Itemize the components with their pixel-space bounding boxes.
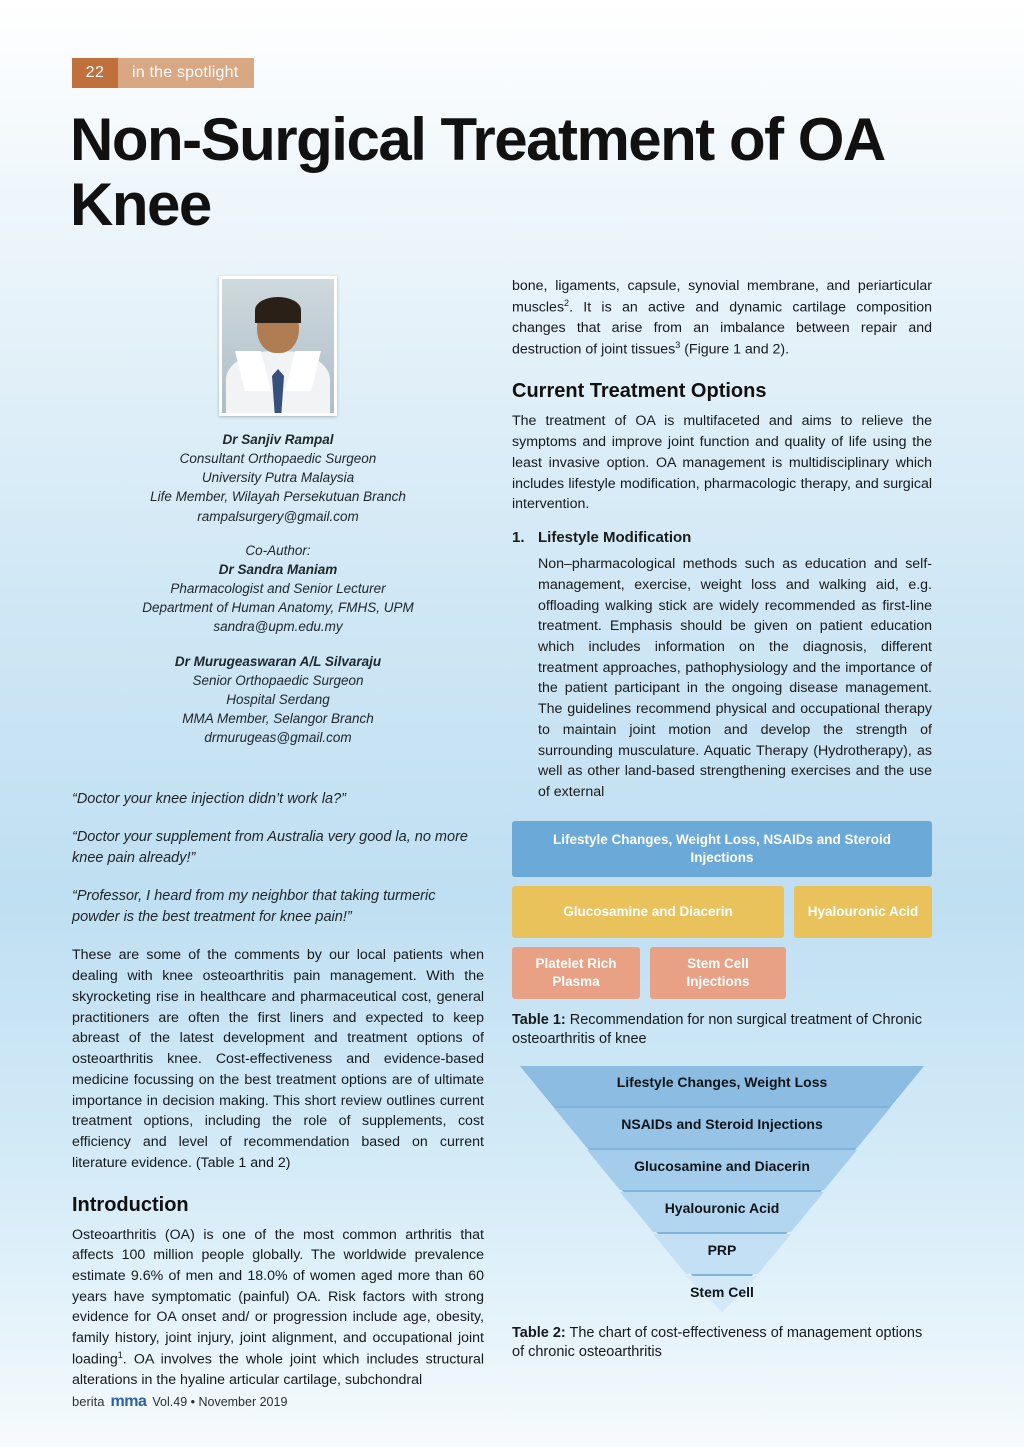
table-2-caption bbox=[512, 1324, 932, 1363]
author-role: Consultant Orthopaedic Surgeon bbox=[179, 451, 377, 467]
author-affiliation: University Putra Malaysia bbox=[201, 470, 355, 486]
coauthor2-role: Senior Orthopaedic Surgeon bbox=[192, 672, 364, 688]
table1-block-4: Platelet Rich Plasma bbox=[512, 947, 640, 999]
list-item-title: Lifestyle Modification bbox=[538, 529, 692, 547]
introduction-paragraph-a: Osteoarthritis (OA) is one of the most common arthritis that affects 100 million people globally. The worldwide prevalence estimate 9.6% of men and 18.0% of women aged more than 60 years have symptomatic (painful) OA. Risk factors with strong evidence for OA onset and/ or progression include age, obesity, family history, joint injury, joint alignment, and occupational joint loading bbox=[72, 1226, 484, 1368]
funnel-level-4: Hyalouronic Acid bbox=[664, 1199, 780, 1216]
continued-b: . It is an active and dynamic cartilage composition changes that arise from an imbalance between repair and destruction of joint tissues bbox=[512, 299, 932, 358]
coauthor1-role: Pharmacologist and Senior Lecturer bbox=[170, 581, 386, 597]
reference-1: 1 bbox=[117, 1349, 123, 1360]
current-treatment-heading: Current Treatment Options bbox=[512, 380, 767, 403]
table1-row-2 bbox=[512, 886, 932, 938]
funnel-level-1: Lifestyle Changes, Weight Loss bbox=[616, 1073, 828, 1090]
coauthor2-name: Dr Murugeaswaran A/L Silvaraju bbox=[174, 653, 382, 669]
coauthor2-membership: MMA Member, Selangor Branch bbox=[182, 711, 374, 727]
table-2-caption-text: The chart of cost-effectiveness of management options of chronic osteoarthritis bbox=[512, 1324, 923, 1361]
coauthor1-affiliation: Department of Human Anatomy, FMHS, UPM bbox=[142, 600, 414, 616]
author-email: rampalsurgery@gmail.com bbox=[197, 508, 359, 524]
funnel-shape bbox=[512, 1064, 932, 1314]
right-column bbox=[512, 276, 932, 1363]
current-treatment-paragraph: The treatment of OA is multifaceted and aims to relieve the symptoms and improve joint function and quality of life using the least invasive option. OA management is multidisciplinary which includes lifestyle modification, pharmacologic therapy, and surgical intervention. bbox=[512, 413, 932, 513]
funnel-level-6: Stem Cell bbox=[690, 1283, 754, 1300]
author-membership: Life Member, Wilayah Persekutuan Branch bbox=[150, 489, 406, 505]
left-column bbox=[72, 276, 484, 1391]
author-photo-wrap bbox=[219, 276, 337, 416]
list-item bbox=[512, 529, 932, 546]
page-title: Non-Surgical Treatment of OA Knee bbox=[70, 106, 883, 238]
table-1-caption bbox=[512, 1011, 932, 1050]
reference-2: 2 bbox=[564, 297, 570, 308]
introduction-paragraph bbox=[72, 1225, 484, 1392]
table-1-caption-label: Table 1: bbox=[512, 1011, 566, 1028]
page-footer bbox=[72, 1393, 287, 1411]
list-item-body: Non–pharmacological methods such as education and self-management, exercise, weight loss and walking aid, e.g. offloading walking stick are widely recommended as first-line treatment. Emphasis should be given on patient education which includes information on the diagnosis, different treatment approaches, pathophysiology and the importance of the patient participant in the ongoing disease management. The guidelines recommend physical and occupational therapy to maintain joint motion and develop the strength of surrounding musculature. Aquatic Therapy (Hydrotherapy), as well as other land-based strengthening exercises and the use of external bbox=[538, 556, 932, 801]
quote-1: “Doctor your knee injection didn’t work la?” bbox=[72, 791, 347, 808]
list-item-number: 1. bbox=[512, 529, 525, 547]
table1-block-2: Glucosamine and Diacerin bbox=[512, 886, 784, 938]
funnel-level-5: PRP bbox=[707, 1241, 737, 1258]
table1-block-5: Stem Cell Injections bbox=[650, 947, 786, 999]
author-name: Dr Sanjiv Rampal bbox=[222, 432, 334, 447]
continued-c: (Figure 1 and 2). bbox=[680, 341, 790, 358]
continued-a: bone, ligaments, capsule, synovial membrane, and periarticular muscles bbox=[512, 278, 932, 316]
spotlight-bar bbox=[72, 58, 254, 88]
table-2-funnel bbox=[512, 1064, 932, 1314]
coauthor2-affiliation: Hospital Serdang bbox=[226, 691, 330, 707]
quote-2: “Doctor your supplement from Australia very good la, no more knee pain already!” bbox=[72, 829, 468, 867]
coauthor-label: Co-Author: bbox=[245, 542, 311, 558]
table1-row-3 bbox=[512, 947, 932, 999]
introduction-paragraph-b: . OA involves the whole joint which includes structural alterations in the hyaline articular cartilage, subchondral bbox=[72, 1351, 484, 1389]
table1-block-3: Hyalouronic Acid bbox=[794, 886, 932, 938]
footer-brand-mma: mma bbox=[110, 1393, 147, 1410]
patient-quotes bbox=[72, 789, 484, 928]
funnel-level-3: Glucosamine and Diacerin bbox=[634, 1157, 810, 1174]
table-1-caption-text: Recommendation for non surgical treatment of Chronic osteoarthritis of knee bbox=[512, 1011, 922, 1048]
table-2-caption-label: Table 2: bbox=[512, 1324, 566, 1341]
page-number: 22 bbox=[72, 58, 118, 88]
footer-issue: Vol.49 • November 2019 bbox=[152, 1395, 288, 1409]
author-portrait-image bbox=[219, 276, 337, 416]
footer-brand-berita: berita bbox=[72, 1394, 105, 1409]
coauthor2-email: drmurugeas@gmail.com bbox=[204, 730, 352, 746]
reference-3: 3 bbox=[675, 339, 681, 350]
intro-paragraph: These are some of the comments by our local patients when dealing with knee osteoarthritis pain management. With the skyrocketing rise in healthcare and pharmaceutical cost, general practitioners are often the first liners and expected to keep abreast of the latest development and treatment options of osteoarthritis knee. Cost-effectiveness and evidence-based medicine focussing on the best treatment options are of ultimate importance in decision making. This short review outlines current treatment options, including the role of supplements, cost efficiency and level of recommendation based on current literature evidence. (Table 1 and 2) bbox=[72, 947, 484, 1171]
table1-block-1: Lifestyle Changes, Weight Loss, NSAIDs and Steroid Injections bbox=[512, 821, 932, 877]
table-1-graphic bbox=[512, 821, 932, 999]
introduction-heading: Introduction bbox=[72, 1193, 189, 1216]
quote-3: “Professor, I heard from my neighbor that taking turmeric powder is the best treatment for knee pain!” bbox=[72, 888, 436, 926]
author-byline bbox=[72, 430, 484, 747]
section-label: in the spotlight bbox=[118, 58, 254, 88]
funnel-level-2: NSAIDs and Steroid Injections bbox=[621, 1115, 823, 1132]
coauthor1-email: sandra@upm.edu.my bbox=[213, 619, 343, 635]
continued-paragraph bbox=[512, 276, 932, 360]
coauthor1-name: Dr Sandra Maniam bbox=[218, 561, 338, 577]
